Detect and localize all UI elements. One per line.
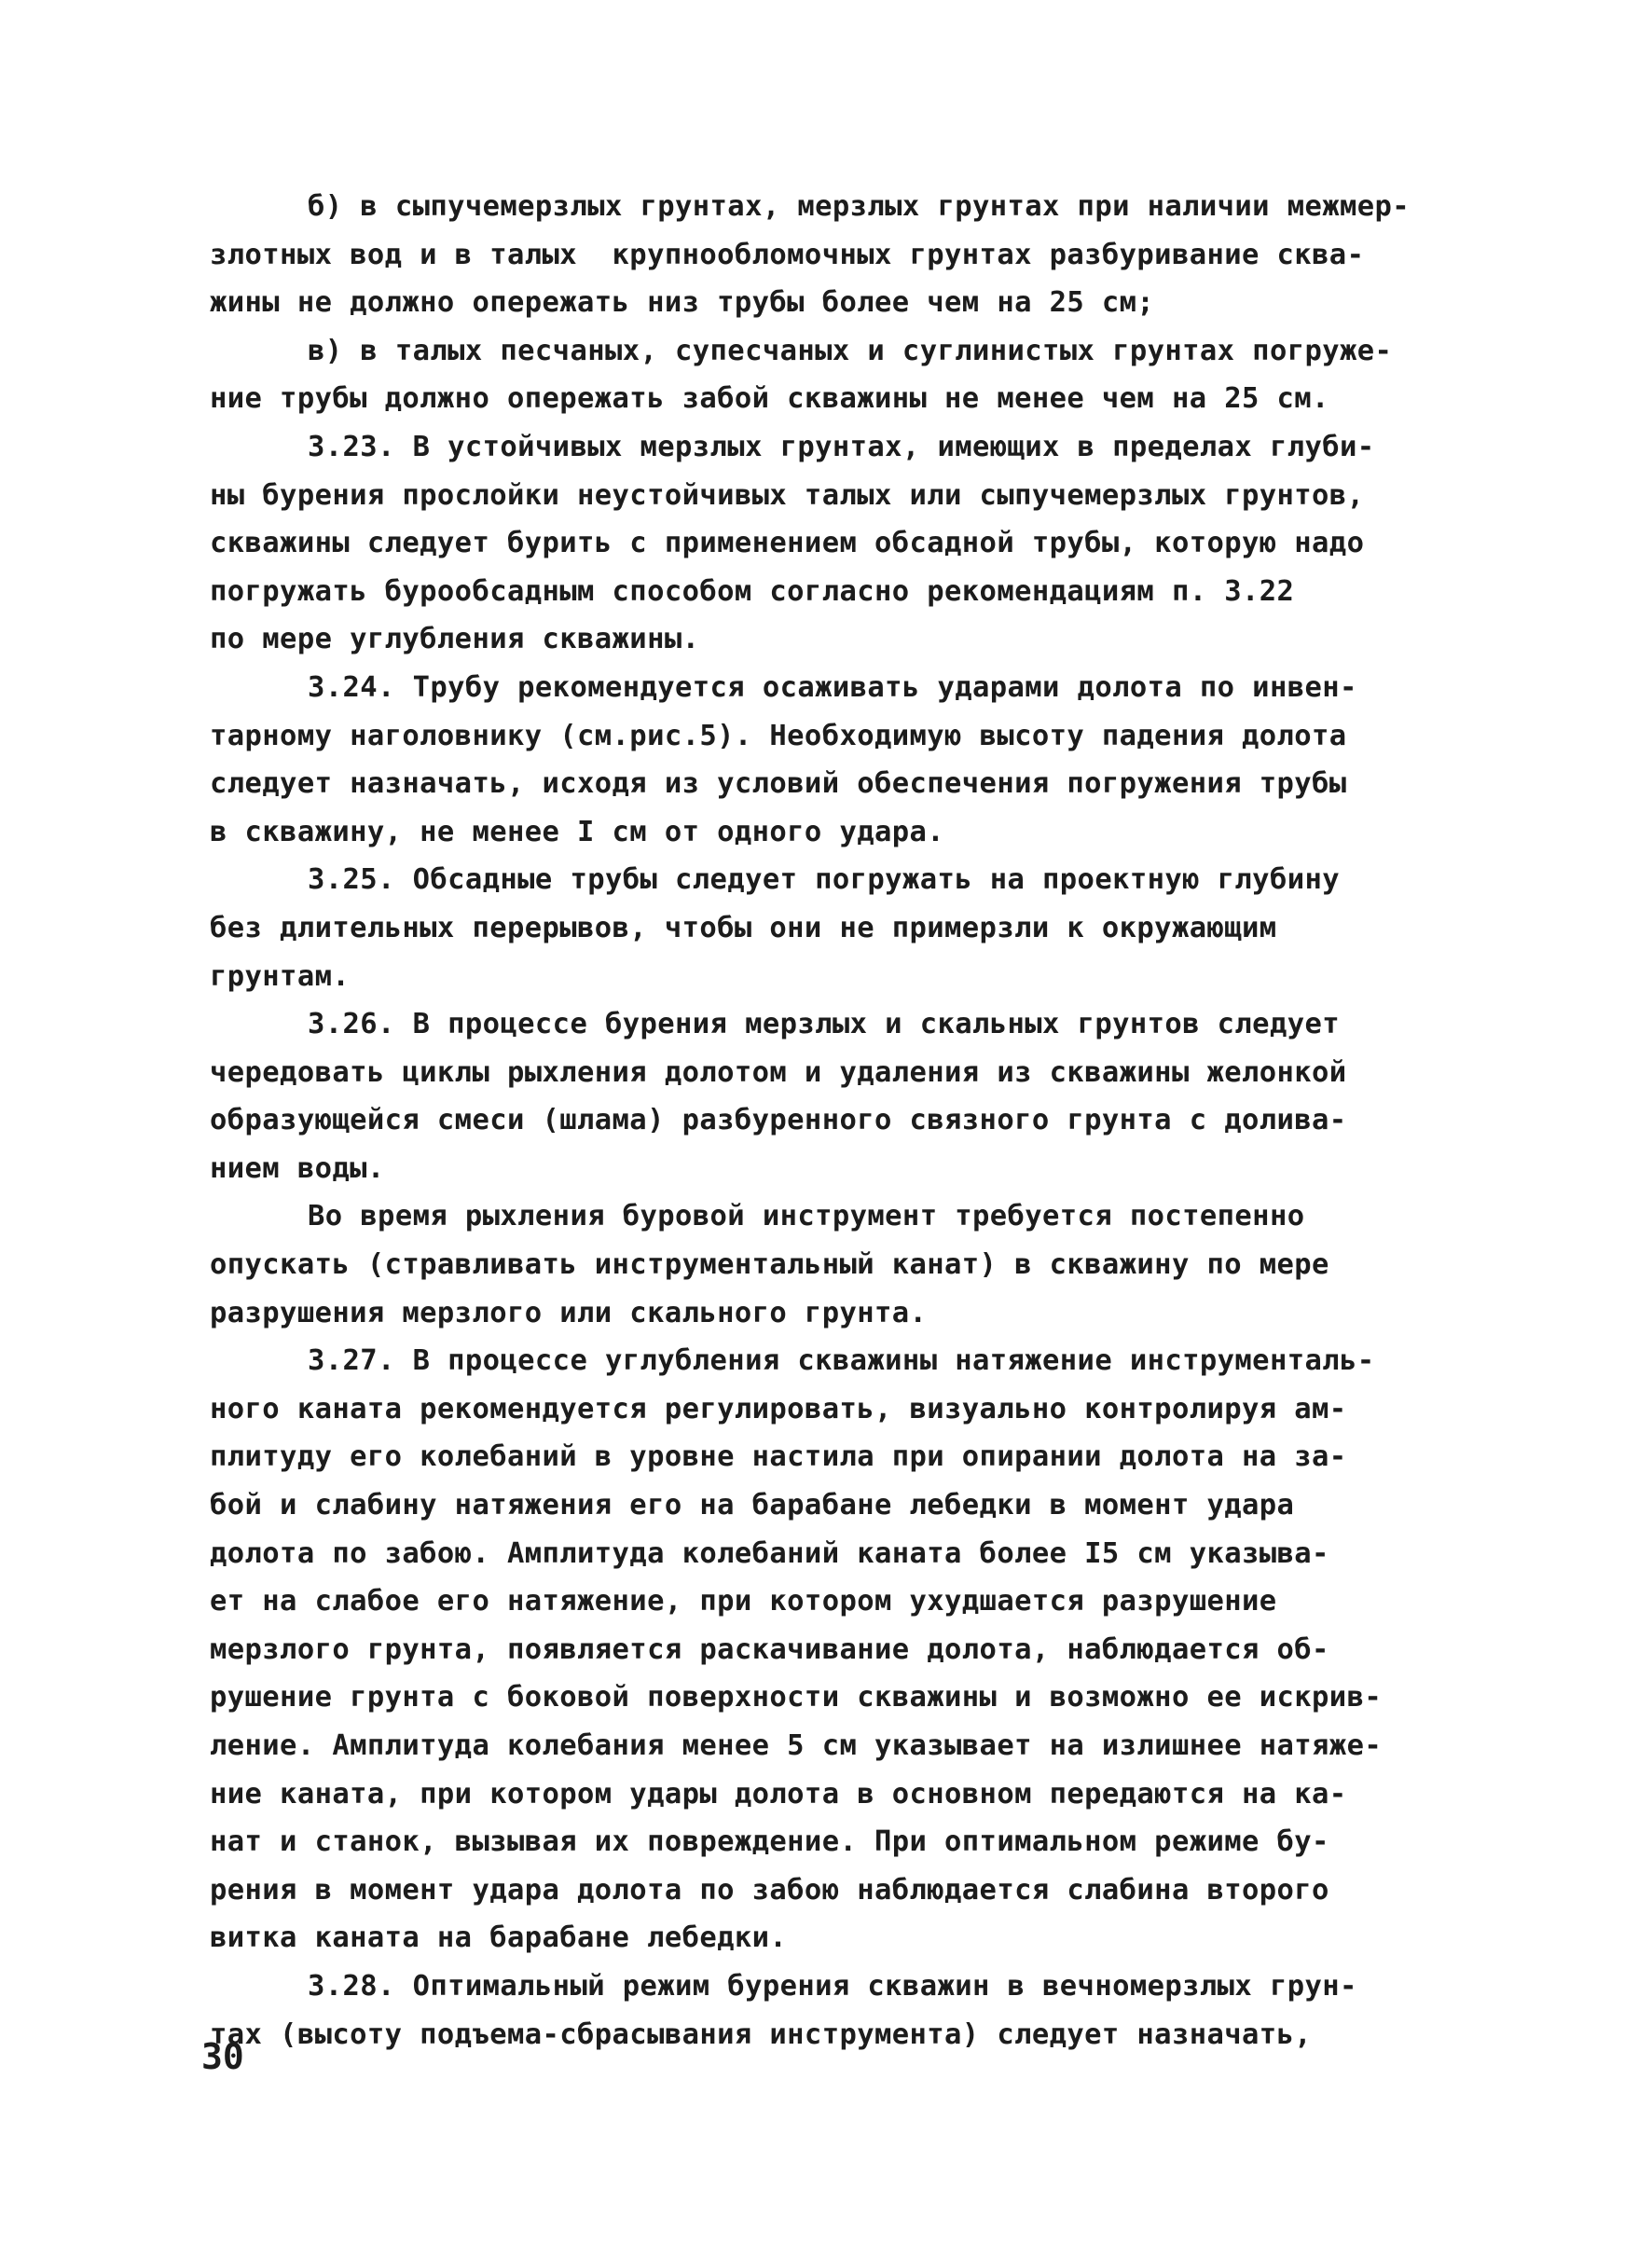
- text-line: 3.26. В процессе бурения мерзлых и скальных грунтов следует: [308, 1008, 1340, 1041]
- text-line: рушение грунта с боковой поверхности скважины и возможно ее искрив-: [210, 1681, 1383, 1714]
- text-line: ет на слабое его натяжение, при котором ухудшается разрушение: [210, 1585, 1277, 1618]
- text-line: образующейся смеси (шлама) разбуренного связного грунта с долива-: [210, 1104, 1347, 1137]
- text-line: опускать (стравливать инструментальный канат) в скважину по мере: [210, 1248, 1329, 1282]
- text-line: злотных вод и в талых крупнообломочных грунтах разбуривание сква-: [210, 238, 1365, 271]
- text-line: витка каната на барабане лебедки.: [210, 1921, 788, 1955]
- text-line: рения в момент удара долота по забою наблюдается слабина второго: [210, 1873, 1329, 1907]
- text-line: б) в сыпучемерзлых грунтах, мерзлых грунтах при наличии межмер-: [308, 190, 1411, 223]
- text-line: тарному наголовнику (см.рис.5). Необходимую высоту падения долота: [210, 719, 1347, 752]
- text-line: по мере углубления скважины.: [210, 623, 700, 656]
- text-line: ны бурения прослойки неустойчивых талых или сыпучемерзлых грунтов,: [210, 478, 1365, 512]
- text-line: без длительных перерывов, чтобы они не примерзли к окружающим: [210, 911, 1277, 944]
- text-line: бой и слабину натяжения его на барабане лебедки в момент удара: [210, 1489, 1295, 1522]
- text-line: мерзлого грунта, появляется раскачивание долота, наблюдается об-: [210, 1632, 1329, 1666]
- page-number: 30: [201, 2036, 244, 2077]
- text-line: следует назначать, исходя из условий обеспечения погружения трубы: [210, 767, 1347, 801]
- text-line: 3.28. Оптимальный режим бурения скважин в вечномерзлых грун-: [308, 1969, 1357, 2003]
- text-line: плитуду его колебаний в уровне настила при опирании долота на за-: [210, 1440, 1347, 1474]
- text-line: долота по забою. Амплитуда колебаний каната более I5 см указыва-: [210, 1536, 1329, 1570]
- text-line: погружать бурообсадным способом согласно рекомендациям п. 3.22: [210, 574, 1295, 608]
- text-line: разрушения мерзлого или скального грунта.: [210, 1296, 928, 1329]
- text-line: в) в талых песчаных, супесчаных и суглинистых грунтах погруже-: [308, 334, 1393, 367]
- text-line: грунтам.: [210, 959, 351, 993]
- text-line: в скважину, не менее I см от одного удара.: [210, 815, 945, 848]
- text-line: чередовать циклы рыхления долотом и удаления из скважины желонкой: [210, 1055, 1347, 1089]
- text-line: 3.24. Трубу рекомендуется осаживать ударами долота по инвен-: [308, 670, 1357, 704]
- text-line: скважины следует бурить с применением обсадной трубы, которую надо: [210, 527, 1365, 560]
- text-line: 3.25. Обсадные трубы следует погружать на проектную глубину: [308, 863, 1340, 897]
- text-line: жины не должно опережать низ трубы более чем на 25 см;: [210, 286, 1155, 320]
- text-line: ние трубы должно опережать забой скважины не менее чем на 25 см.: [210, 382, 1329, 416]
- text-line: ние каната, при котором удары долота в основном передаются на ка-: [210, 1777, 1347, 1811]
- text-line: нат и станок, вызывая их повреждение. При оптимальном режиме бу-: [210, 1825, 1329, 1859]
- text-line: тах (высоту подъема-сбрасывания инструмента) следует назначать,: [210, 2017, 1313, 2051]
- text-line: нием воды.: [210, 1151, 385, 1185]
- text-line: Во время рыхления буровой инструмент требуется постепенно: [308, 1200, 1305, 1233]
- body-text: [210, 183, 1524, 2058]
- text-line: ного каната рекомендуется регулировать, визуально контролируя ам-: [210, 1392, 1347, 1425]
- text-line: ление. Амплитуда колебания менее 5 см указывает на излишнее натяже-: [210, 1729, 1383, 1762]
- text-line: 3.23. В устойчивых мерзлых грунтах, имеющих в пределах глуби-: [308, 430, 1375, 463]
- text-line: 3.27. В процессе углубления скважины натяжение инструменталь-: [308, 1344, 1375, 1378]
